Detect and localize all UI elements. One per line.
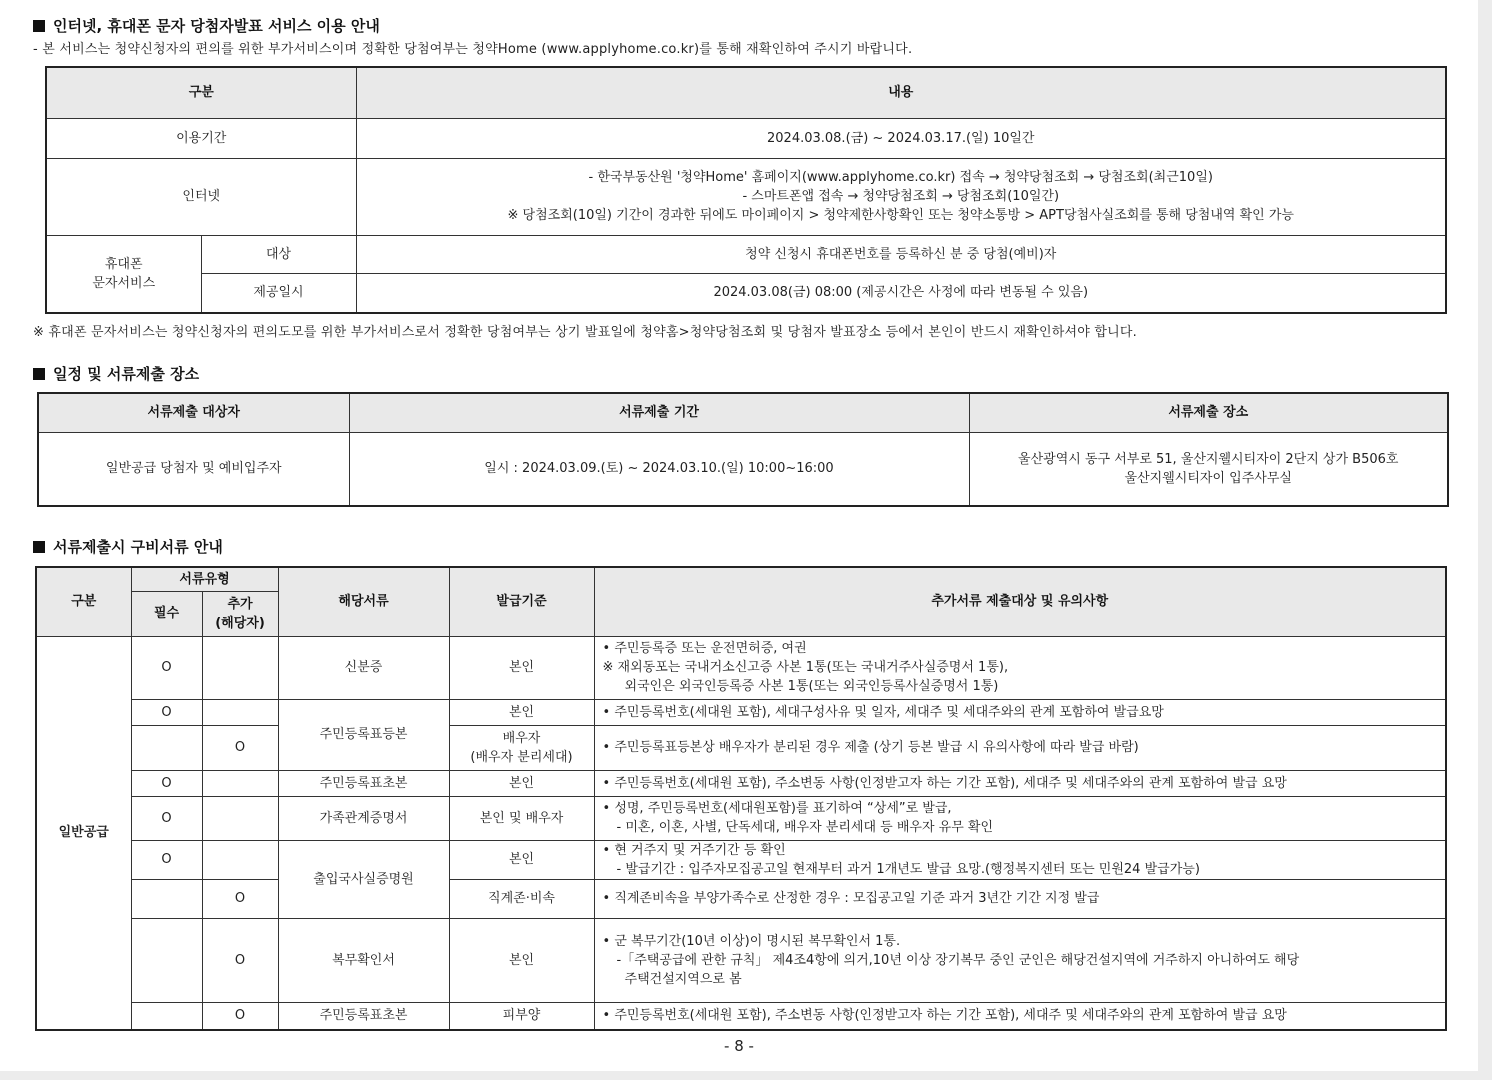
note-line: ※ 재외동포는 국내거소신고증 사본 1통(또는 국내거주사실증명서 1통), (602, 660, 1009, 675)
section1-title-text: 인터넷, 휴대폰 문자 당첨자발표 서비스 이용 안내 (53, 17, 380, 35)
note-line: • 주민등록증 또는 운전면허증, 여권 (602, 641, 807, 656)
target-label: 대상 (201, 235, 356, 273)
sms-label (46, 235, 201, 313)
place-line: 울산지웰시티자이 입주사무실 (1124, 470, 1292, 486)
doc-basis: 직계존·비속 (449, 879, 594, 918)
extra-mark: O (202, 879, 278, 918)
period-value: 2024.03.08.(금) ~ 2024.03.17.(일) 10일간 (356, 118, 1446, 158)
doc-basis: 본인 (449, 918, 594, 1002)
doc-basis (449, 725, 594, 770)
doc-name: 복무확인서 (278, 918, 449, 1002)
basis-line: 배우자 (502, 730, 541, 746)
header-place: 서류제출 장소 (969, 393, 1448, 432)
required-mark-empty (131, 879, 202, 918)
extra-mark: O (202, 725, 278, 770)
header-notes: 추가서류 제출대상 및 유의사항 (594, 567, 1446, 636)
time-value: 2024.03.08(금) 08:00 (제공시간은 사정에 따라 변동될 수 있음) (356, 273, 1446, 313)
sms-label-line: 문자서비스 (92, 275, 156, 291)
header-basis: 발급기준 (449, 567, 594, 636)
required-documents-table (35, 566, 1447, 1031)
doc-name: 주민등록표등본 (278, 699, 449, 770)
extra-mark: O (202, 918, 278, 1002)
extra-mark-empty (202, 636, 278, 699)
header-period: 서류제출 기간 (349, 393, 969, 432)
required-mark: O (131, 770, 202, 796)
internet-label: 인터넷 (46, 158, 356, 235)
doc-notes: • 주민등록번호(세대원 포함), 주소변동 사항(인정받고자 하는 기간 포함), 세대주 및 세대주와의 관계 포함하여 발급 요망 (594, 1002, 1446, 1030)
section3-title-text: 서류제출시 구비서류 안내 (53, 538, 223, 556)
section1-note: - 본 서비스는 청약신청자의 편의를 위한 부가서비스이며 정확한 당첨여부는 청약Home (www.applyhome.co.kr)를 통해 재확인하여 주시기 바랍니다. (33, 42, 913, 57)
header-doc-type: 서류유형 (131, 567, 278, 591)
internet-line: ※ 당첨조회(10일) 기간이 경과한 뒤에도 마이페이지 > 청약제한사항확인 또는 청약소통방 > APT당첨사실조회를 통해 당첨내역 확인 가능 (507, 208, 1294, 223)
square-bullet-icon (33, 368, 45, 380)
section1-title (33, 15, 380, 36)
header-extra (202, 591, 278, 636)
note-line: - 미혼, 이혼, 사별, 단독세대, 배우자 분리세대 등 배우자 유무 확인 (616, 820, 994, 835)
section3-title (33, 536, 223, 557)
note-line: • 군 복무기간(10년 이상)이 명시된 복무확인서 1통. (602, 933, 901, 949)
doc-notes (594, 636, 1446, 699)
doc-notes: • 주민등록번호(세대원 포함), 주소변동 사항(인정받고자 하는 기간 포함), 세대주 및 세대주와의 관계 포함하여 발급 요망 (594, 770, 1446, 796)
sms-label-line: 휴대폰 (104, 256, 143, 272)
note-line: -「주택공급에 관한 규칙」 제4조4항에 의거,10년 이상 장기복무 중인 군인은 해당건설지역에 거주하지 아니하여도 해당 (616, 952, 1300, 968)
submission-target: 일반공급 당첨자 및 예비입주자 (38, 432, 349, 506)
square-bullet-icon (33, 541, 45, 553)
internet-content (356, 158, 1446, 235)
required-mark-empty (131, 1002, 202, 1030)
submission-place (969, 432, 1448, 506)
doc-basis: 본인 (449, 840, 594, 879)
period-label: 이용기간 (46, 118, 356, 158)
header-category: 구분 (46, 67, 356, 118)
required-mark-empty (131, 918, 202, 1002)
doc-name: 신분증 (278, 636, 449, 699)
header-target: 서류제출 대상자 (38, 393, 349, 432)
category-general-supply: 일반공급 (36, 636, 131, 1030)
doc-name: 출입국사실증명원 (278, 840, 449, 918)
doc-notes: • 직계존비속을 부양가족수로 산정한 경우 : 모집공고일 기준 과거 3년간 기간 지정 발급 (594, 879, 1446, 918)
header-extra-line: (해당자) (215, 615, 265, 631)
doc-name: 가족관계증명서 (278, 796, 449, 840)
note-line: 주택건설지역으로 봄 (624, 971, 742, 987)
submission-schedule-table (37, 392, 1449, 507)
extra-mark-empty (202, 699, 278, 725)
doc-notes (594, 840, 1446, 879)
place-line: 울산광역시 동구 서부로 51, 울산지웰시티자이 2단지 상가 B506호 (1018, 451, 1399, 467)
note-line: - 발급기간 : 입주자모집공고일 현재부터 과거 1개년도 발급 요망.(행정복지센터 또는 민원24 발급가능) (616, 861, 1200, 877)
note-line: • 성명, 주민등록번호(세대원포함)를 표기하여 “상세”로 발급, (602, 801, 952, 816)
extra-mark: O (202, 1002, 278, 1030)
internet-line: - 스마트폰앱 접속 → 청약당첨조회 → 당첨조회(10일간) (742, 189, 1060, 204)
header-extra-line: 추가 (227, 596, 253, 612)
doc-notes: • 주민등록번호(세대원 포함), 세대구성사유 및 일자, 세대주 및 세대주와의 관계 포함하여 발급요망 (594, 699, 1446, 725)
note-line: • 현 거주지 및 거주기간 등 확인 (602, 842, 786, 858)
required-mark: O (131, 699, 202, 725)
required-mark: O (131, 796, 202, 840)
header-required: 필수 (131, 591, 202, 636)
internet-line: - 한국부동산원 '청약Home' 홈페이지(www.applyhome.co.kr) 접속 → 청약당첨조회 → 당첨조회(최근10일) (588, 170, 1213, 185)
doc-basis: 본인 (449, 770, 594, 796)
sms-service-table (45, 66, 1447, 314)
extra-mark-empty (202, 840, 278, 879)
target-value: 청약 신청시 휴대폰번호를 등록하신 분 중 당첨(예비)자 (356, 235, 1446, 273)
header-content: 내용 (356, 67, 1446, 118)
extra-mark-empty (202, 770, 278, 796)
submission-period: 일시 : 2024.03.09.(토) ~ 2024.03.10.(일) 10:00~16:00 (349, 432, 969, 506)
section2-title-text: 일정 및 서류제출 장소 (53, 365, 200, 383)
header-document: 해당서류 (278, 567, 449, 636)
doc-notes (594, 918, 1446, 1002)
doc-notes: • 주민등록표등본상 배우자가 분리된 경우 제출 (상기 등본 발급 시 유의사항에 따라 발급 바람) (594, 725, 1446, 770)
page-number: - 8 - (724, 1037, 754, 1055)
section1-footnote: ※ 휴대폰 문자서비스는 청약신청자의 편의도모를 위한 부가서비스로서 정확한 당첨여부는 상기 발표일에 청약홈>청약당첨조회 및 당첨자 발표장소 등에서 본인이 반드시 재확인하셔야 합니다. (33, 325, 1137, 340)
doc-basis: 본인 및 배우자 (449, 796, 594, 840)
time-label: 제공일시 (201, 273, 356, 313)
square-bullet-icon (33, 20, 45, 32)
doc-basis: 피부양 (449, 1002, 594, 1030)
doc-name: 주민등록표초본 (278, 1002, 449, 1030)
doc-basis: 본인 (449, 636, 594, 699)
required-mark: O (131, 840, 202, 879)
header-category: 구분 (36, 567, 131, 636)
extra-mark-empty (202, 796, 278, 840)
section2-title (33, 363, 199, 384)
doc-basis: 본인 (449, 699, 594, 725)
required-mark: O (131, 636, 202, 699)
note-line: 외국인은 외국인등록증 사본 1통(또는 외국인등록사실증명서 1통) (624, 679, 999, 694)
required-mark-empty (131, 725, 202, 770)
doc-notes (594, 796, 1446, 840)
doc-name: 주민등록표초본 (278, 770, 449, 796)
basis-line: (배우자 분리세대) (470, 749, 573, 765)
